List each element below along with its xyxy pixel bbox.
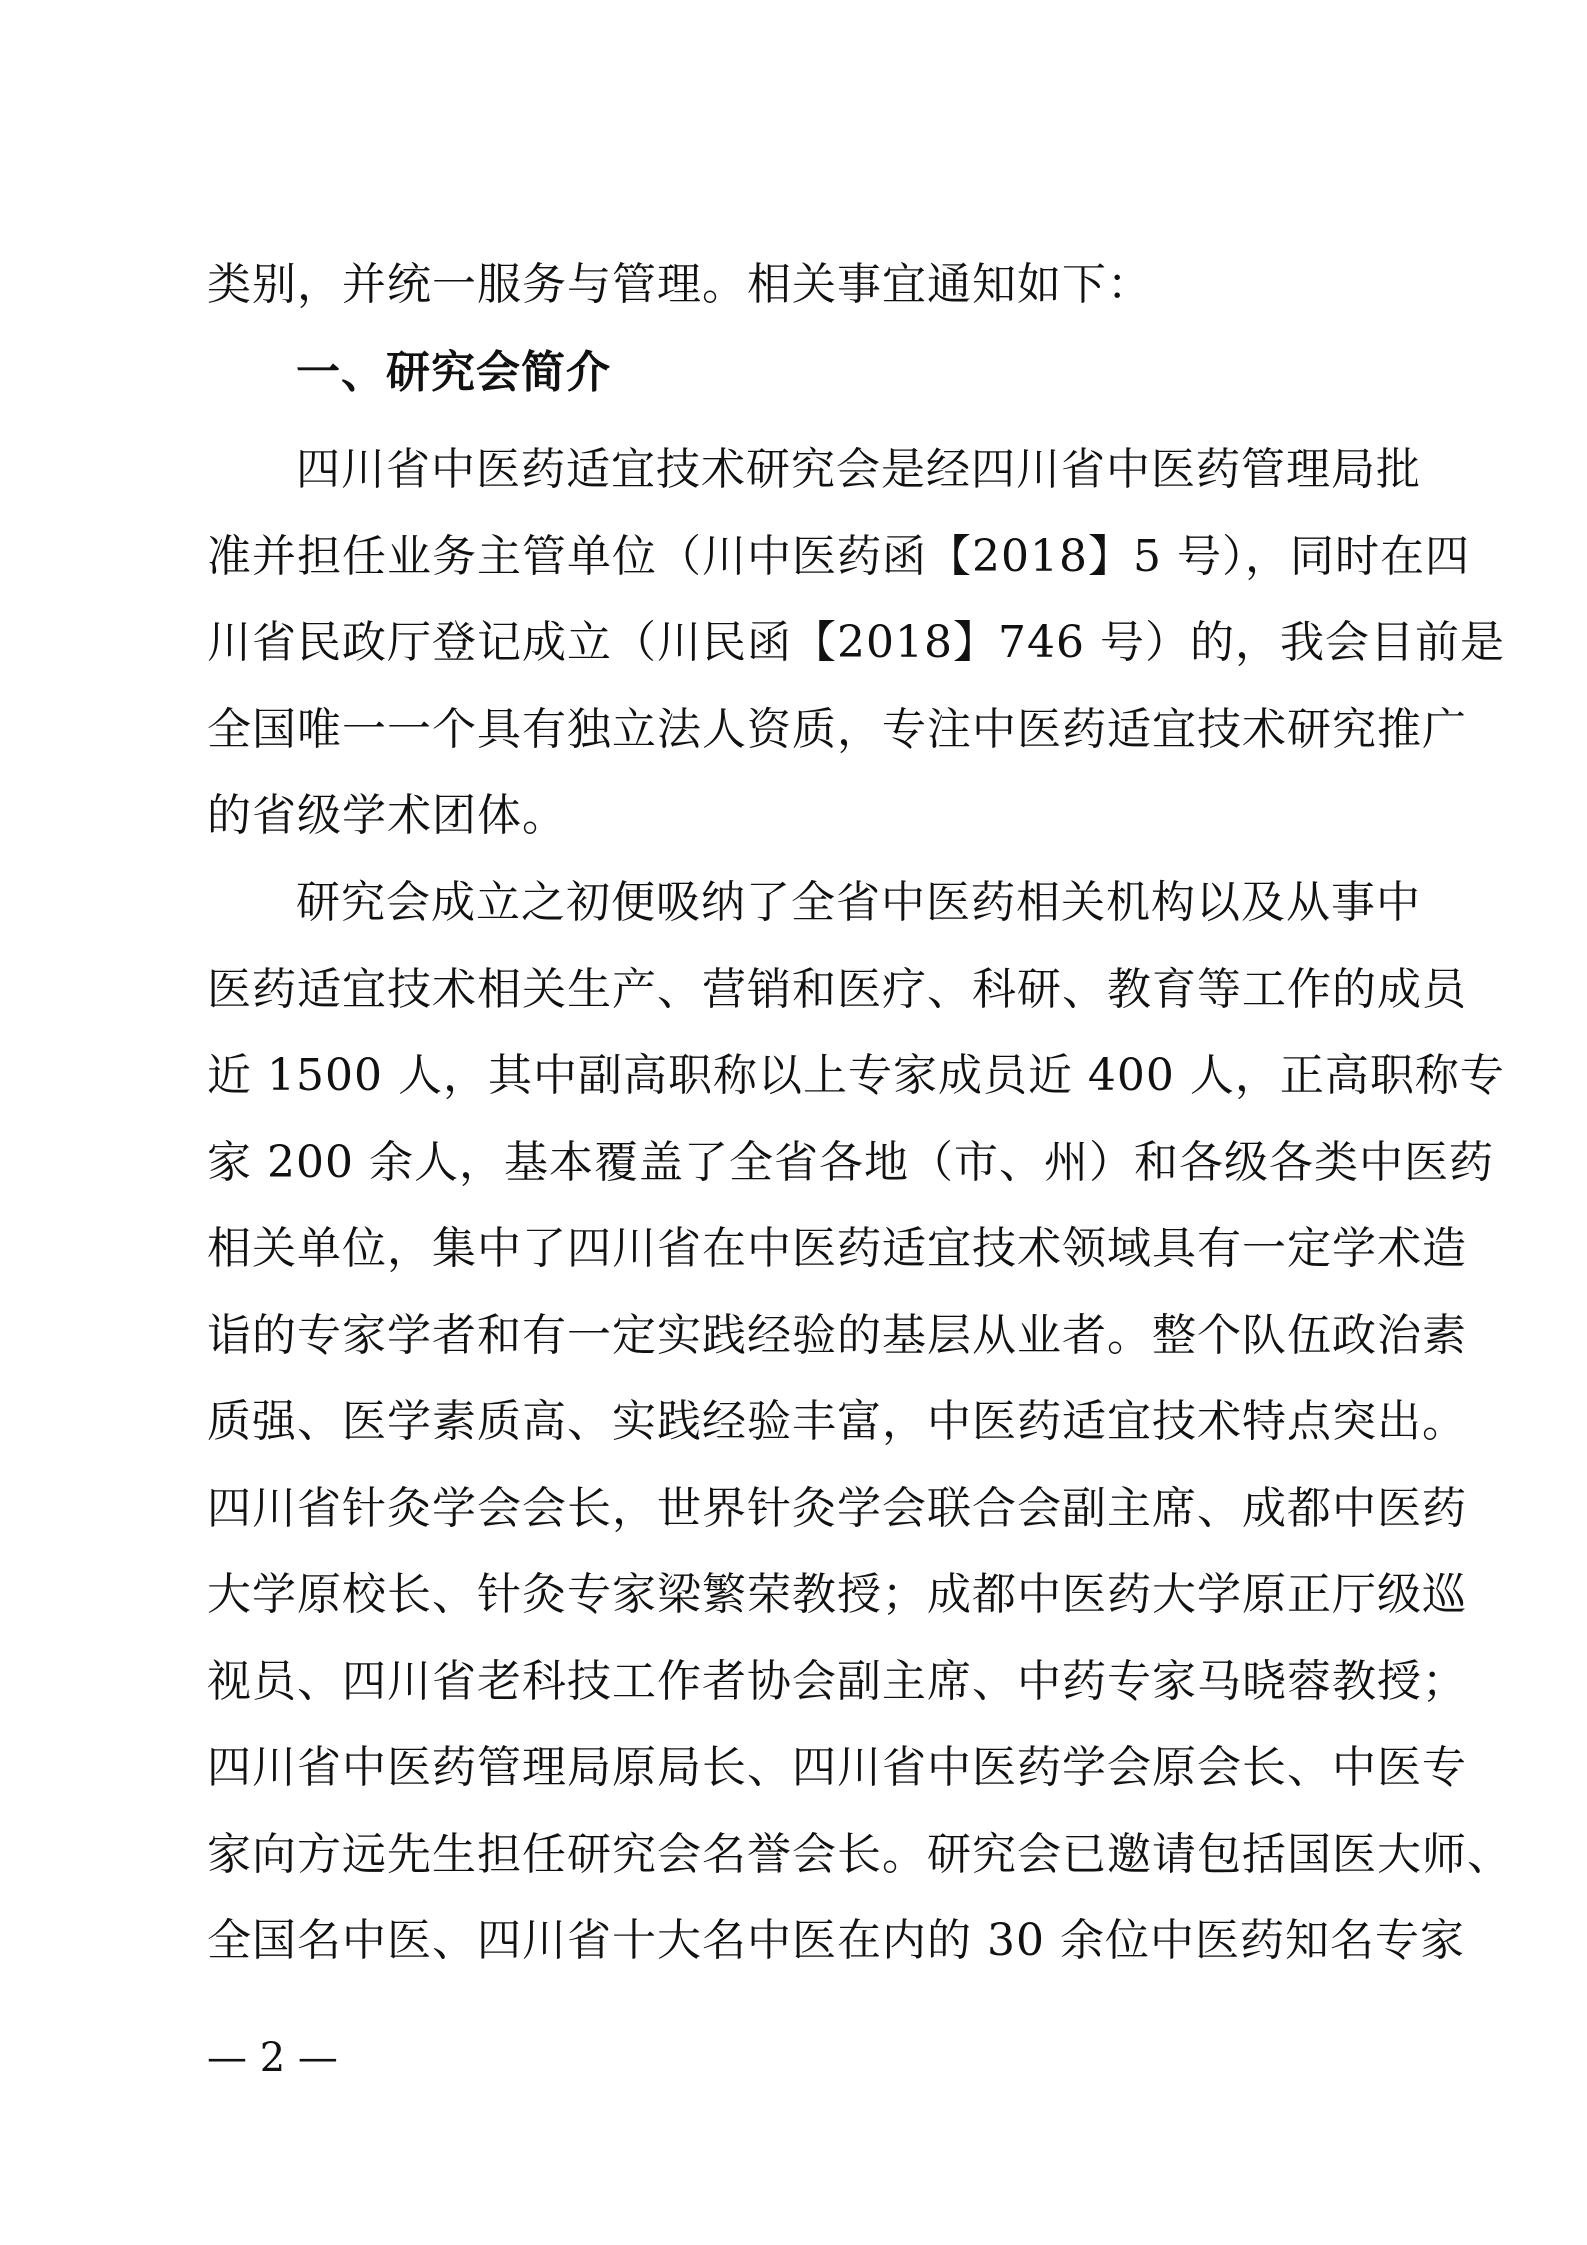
section-heading: 一、研究会简介 xyxy=(296,347,611,398)
text-line-11: 家 200 余人，基本覆盖了全省各地（市、州）和各级各类中医药 xyxy=(207,1137,1494,1188)
text-line-19: 家向方远先生担任研究会名誉会长。研究会已邀请包括国医大师、 xyxy=(207,1829,1512,1880)
text-line-12: 相关单位，集中了四川省在中医药适宜技术领域具有一定学术造 xyxy=(207,1223,1467,1274)
text-line-1: 类别，并统一服务与管理。相关事宜通知如下： xyxy=(207,259,1152,310)
text-line-20: 全国名中医、四川省十大名中医在内的 30 余位中医药知名专家 xyxy=(207,1915,1465,1966)
text-line-13: 诣的专家学者和有一定实践经验的基层从业者。整个队伍政治素 xyxy=(207,1310,1467,1361)
text-line-15: 四川省针灸学会会长，世界针灸学会联合会副主席、成都中医药 xyxy=(207,1483,1467,1534)
text-line-8: 研究会成立之初便吸纳了全省中医药相关机构以及从事中 xyxy=(296,877,1421,928)
text-line-4: 准并担任业务主管单位（川中医药函【2018】5 号），同时在四 xyxy=(207,531,1470,582)
text-line-10: 近 1500 人，其中副高职称以上专家成员近 400 人，正高职称专 xyxy=(207,1050,1505,1101)
text-line-17: 视员、四川省老科技工作者协会副主席、中药专家马晓蓉教授； xyxy=(207,1656,1467,1707)
text-line-18: 四川省中医药管理局原局长、四川省中医药学会原会长、中医专 xyxy=(207,1742,1467,1793)
text-line-7: 的省级学术团体。 xyxy=(207,790,567,841)
text-line-16: 大学原校长、针灸专家梁繁荣教授；成都中医药大学原正厅级巡 xyxy=(207,1569,1467,1620)
text-line-3: 四川省中医药适宜技术研究会是经四川省中医药管理局批 xyxy=(296,444,1421,495)
text-line-14: 质强、医学素质高、实践经验丰富，中医药适宜技术特点突出。 xyxy=(207,1396,1467,1447)
text-line-5: 川省民政厅登记成立（川民函【2018】746 号）的，我会目前是 xyxy=(207,617,1505,668)
text-line-9: 医药适宜技术相关生产、营销和医疗、科研、教育等工作的成员 xyxy=(207,964,1467,1015)
page-number: — 2 — xyxy=(207,2035,338,2081)
text-line-6: 全国唯一一个具有独立法人资质，专注中医药适宜技术研究推广 xyxy=(207,704,1467,755)
